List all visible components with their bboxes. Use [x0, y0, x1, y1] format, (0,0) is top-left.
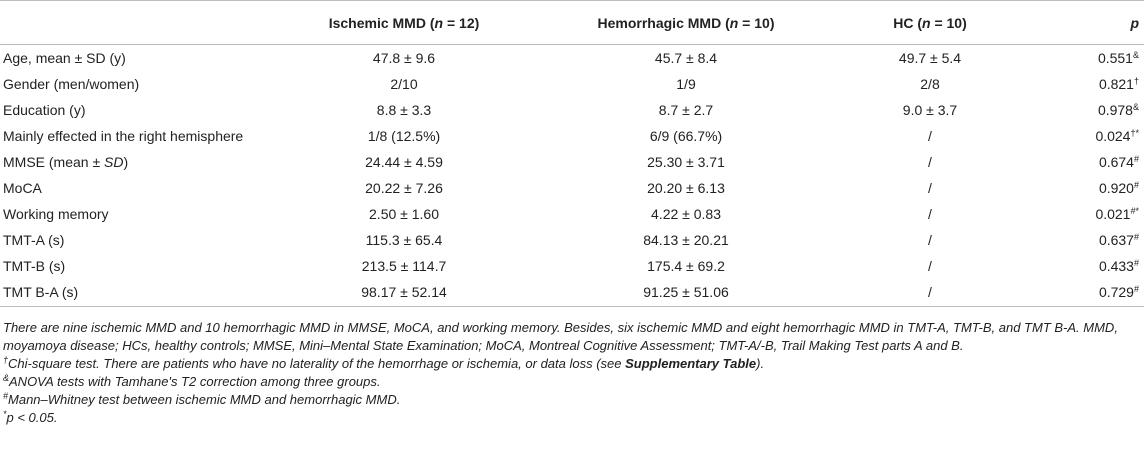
row-label: TMT-B (s)	[3, 257, 66, 274]
table-row	[0, 45, 1144, 71]
p-footnote-mark: #	[1133, 153, 1139, 164]
p-footnote-mark: #	[1133, 284, 1139, 294]
table-row	[0, 71, 1144, 97]
cell-hc: /	[928, 127, 932, 144]
cell-ischemic: 2.50 ± 1.60	[369, 205, 439, 222]
cell-p: 0.021#*	[1095, 205, 1139, 222]
table-row	[0, 123, 1144, 149]
cell-ischemic: 2/10	[390, 75, 418, 92]
table-row	[0, 175, 1144, 201]
cell-hemorrhagic: 1/9	[676, 75, 696, 92]
cell-hc: /	[928, 153, 932, 170]
footnote-significance: *p < 0.05.	[3, 409, 58, 425]
row-label: TMT B-A (s)	[0, 279, 286, 307]
cell-hemorrhagic: 20.20 ± 6.13	[647, 179, 725, 196]
cell-p: 0.637#	[1098, 231, 1139, 248]
table-row	[0, 149, 1144, 175]
row-label: Gender (men/women)	[3, 75, 140, 92]
cell-hemorrhagic: 4.22 ± 0.83	[651, 205, 721, 222]
cell-ischemic: 115.3 ± 65.4	[365, 231, 443, 248]
supplementary-table-reference: Supplementary Table	[625, 356, 757, 371]
cell-p: 0.920#	[1098, 179, 1139, 196]
cell-hc: /	[928, 205, 932, 222]
footnote-anova: &ANOVA tests with Tamhane's T2 correction among three groups.	[3, 373, 381, 389]
header-label	[0, 1, 286, 45]
cell-hc: 2/8	[920, 75, 940, 92]
p-footnote-mark: †*	[1130, 127, 1139, 138]
row-label: Mainly effected in the right hemisphere	[3, 127, 244, 144]
cell-hc: /	[928, 257, 932, 274]
row-label: MoCA	[3, 179, 42, 196]
cell-hc: /	[928, 179, 932, 196]
cell-p: 0.674#	[1098, 153, 1139, 170]
cell-hemorrhagic: 45.7 ± 8.4	[654, 49, 718, 66]
footnote-chi-square: †Chi-square test. There are patients who have no laterality of the hemorrhage or ischemia, or data loss (see Supplementary Table).	[3, 355, 765, 371]
cell-hemorrhagic: 91.25 ± 51.06	[522, 279, 850, 307]
cell-hc: 49.7 ± 5.4	[898, 49, 962, 66]
footnote-mann-whitney: #Mann–Whitney test between ischemic MMD and hemorrhagic MMD.	[3, 391, 401, 407]
header-hemorrhagic: Hemorrhagic MMD (n = 10)	[522, 1, 850, 45]
footnote-abbreviations: There are nine ischemic MMD and 10 hemorrhagic MMD in MMSE, MoCA, and working memory. Besides, six ischemic MMD and eight hemorrhagic MMD in TMT-A, TMT-B, and TMT B-A. MMD, moyamoya disease; HCs, healthy controls; MMSE, Mini–Mental State Examination; MoCA, Montreal Cognitive Assessment; TMT-A/-B, Trail Making Test parts A and B.	[3, 320, 1118, 353]
table-row	[0, 253, 1144, 279]
table-row	[0, 201, 1144, 227]
cell-ischemic: 8.8 ± 3.3	[376, 101, 432, 118]
p-footnote-mark: #	[1133, 257, 1139, 268]
header-hc: HC (n = 10)	[850, 1, 1010, 45]
cell-ischemic: 20.22 ± 7.26	[365, 179, 443, 196]
row-label: Education (y)	[3, 101, 86, 118]
p-footnote-mark: &	[1132, 101, 1139, 112]
cell-ischemic: 1/8 (12.5%)	[367, 127, 441, 144]
table-row	[0, 279, 1144, 307]
cell-p: 0.433#	[1098, 257, 1139, 274]
row-label: Working memory	[3, 205, 109, 222]
p-footnote-mark: &	[1132, 49, 1139, 60]
cell-ischemic: 213.5 ± 114.7	[361, 257, 447, 274]
cell-p: 0.729#	[1010, 279, 1144, 307]
p-footnote-mark: #	[1133, 231, 1139, 242]
cell-hemorrhagic: 84.13 ± 20.21	[643, 231, 729, 248]
cell-ischemic: 47.8 ± 9.6	[372, 49, 436, 66]
row-label: TMT-A (s)	[3, 231, 65, 248]
table-row	[0, 97, 1144, 123]
cell-ischemic: 24.44 ± 4.59	[365, 153, 443, 170]
p-footnote-mark: #*	[1130, 205, 1139, 216]
header-ischemic: Ischemic MMD (n = 12)	[286, 1, 522, 45]
table-row	[0, 227, 1144, 253]
header-row	[0, 1, 1144, 45]
cell-p: 0.024†*	[1095, 127, 1139, 144]
row-label: Age, mean ± SD (y)	[3, 49, 126, 66]
p-footnote-mark: #	[1133, 179, 1139, 190]
cell-p: 0.551&	[1097, 49, 1139, 66]
cell-hemorrhagic: 175.4 ± 69.2	[647, 257, 725, 274]
cell-p: 0.821†	[1098, 75, 1139, 92]
cell-hc: /	[928, 231, 932, 248]
row-label: MMSE (mean ± SD)	[3, 153, 129, 170]
cell-hemorrhagic: 6/9 (66.7%)	[649, 127, 723, 144]
cell-hc: 9.0 ± 3.7	[902, 101, 958, 118]
cell-hc: /	[850, 279, 1010, 307]
table-footnotes	[3, 319, 1139, 427]
cell-p: 0.978&	[1097, 101, 1139, 118]
cell-hemorrhagic: 25.30 ± 3.71	[647, 153, 725, 170]
cell-hemorrhagic: 8.7 ± 2.7	[658, 101, 714, 118]
p-footnote-mark: †	[1133, 75, 1139, 86]
cell-ischemic: 98.17 ± 52.14	[286, 279, 522, 307]
header-p: p	[1010, 1, 1144, 45]
